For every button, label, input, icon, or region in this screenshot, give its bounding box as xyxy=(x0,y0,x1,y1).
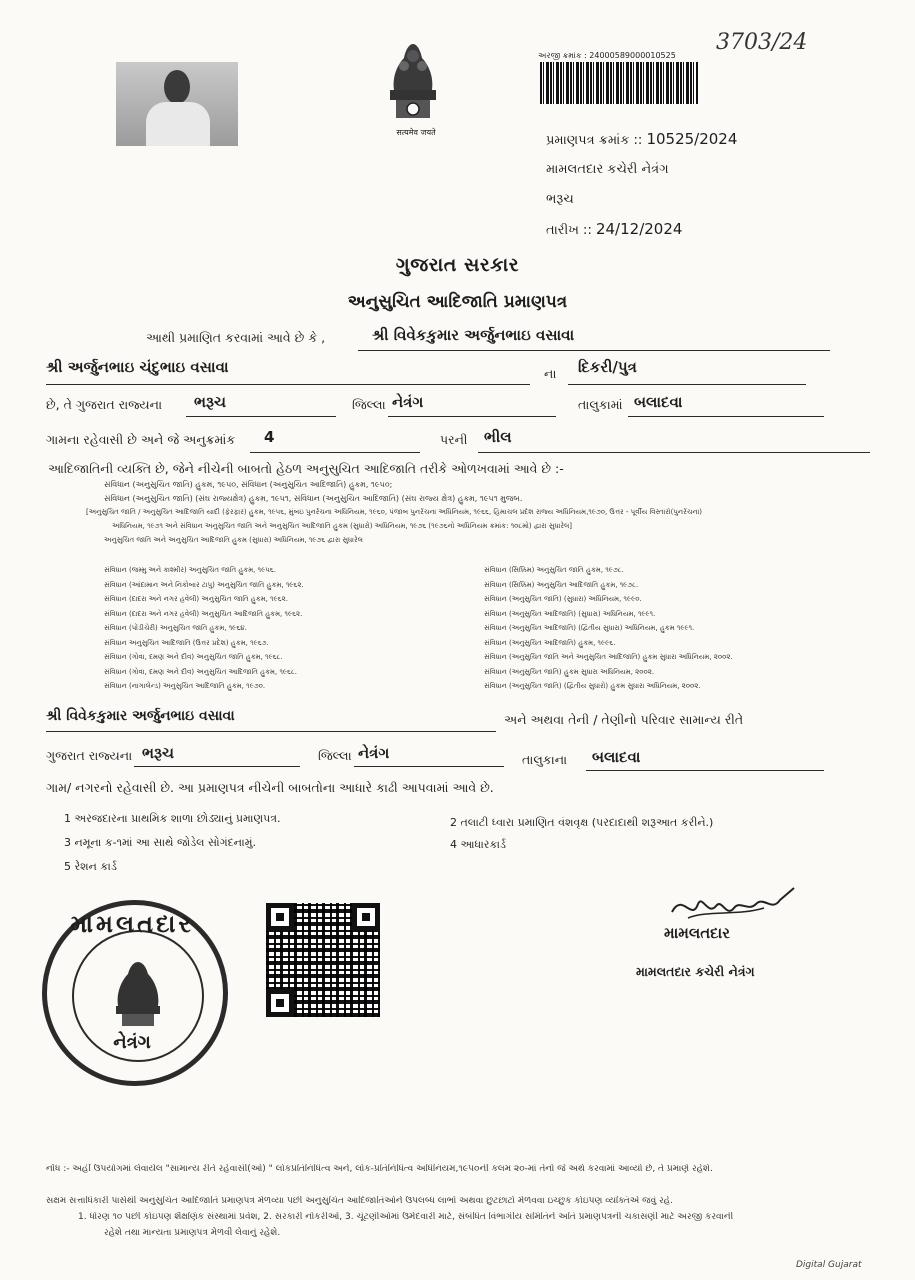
qr-code xyxy=(266,903,380,1017)
issue-date: 24/12/2024 xyxy=(595,220,683,238)
qr-finder xyxy=(266,989,294,1017)
footer-list: 1. ધોરણ ૧૦ પછી કોઇપણ શૈક્ષણિક સંસ્થામાં પ્રવેશ, 2. સરકારી નોકરીઓ, 3. ચૂંટણીઓમાં ઉમેદવારી માટે, સંબંધિત વિભાગીય સમિતિને અતિ પ્રમાણપત્રની ચકાસણી માટે અરજી કરવાની xyxy=(78,1212,734,1222)
orders-right-column xyxy=(484,563,733,694)
order-item: સંવિધાન (ગોવા, દમણ અને દીવ) અનુસુચિત આદિજાતિ હુકમ, ૧૯૬૮. xyxy=(104,667,298,676)
document-item: 1 અરજદારના પ્રાથમિક શાળા છોડ્યાનું પ્રમાણપત્ર. xyxy=(64,812,281,825)
footer-note: નોંધ :- અહીં ઉપયોગમાં લેવાયેલ "સામાન્ય રીતે રહેવાસી(ઓ) " લોકપ્રતિનિધિત્વ અને, લોક-પ્રતિનિધિત્વ અધિનિયમ,૧૯૫૦ની કલમ ૨૦-માં તેનો જે અર્થ કરવામાં આવ્યો છે, તે પ્રમાણે રહેશે. xyxy=(46,1164,713,1174)
issuing-office: મામલતદાર કચેરી નેત્રંગ xyxy=(546,162,669,177)
taluka-2-underline xyxy=(354,766,504,767)
order-line: સંવિધાન (અનુસુચિત જાતિ) (સંઘ રાજ્યક્ષેત્ર) હુકમ, ૧૯૫૧, સંવિધાન (અનુસુચિત આદિજાતિ) (સંઘ રાજ્ય ક્ષેત્ર) હુકમ, ૧૯૫૧ મુજબ. xyxy=(104,494,523,503)
order-item: સંવિધાન (અનુસુચિત જાતિ) (સુધારા) અધિનિયમ, ૧૯૯૦. xyxy=(484,595,642,603)
taluka-label-2: તાલુકાના xyxy=(522,752,568,767)
order-line: અનુસુચિત જાતિ અને અનુસુચિત આદિજાતિ હુકમ (સુધારા) અધિનિયમ, ૧૯૭૬ દ્વારા સુધારેલ xyxy=(104,536,363,544)
order-item: સંવિધાન (અનુસુચિત જાતિ અને અનુસુચિત આદિજાતિ) હુકમ સુધારા અધિનિયમ, ૨૦૦૨. xyxy=(484,653,733,661)
district-value: ભરૂચ xyxy=(194,393,226,411)
emblem-motto: सत्यमेव जयते xyxy=(396,128,436,137)
applicant-name-underline xyxy=(358,350,830,351)
relation-underline xyxy=(568,384,806,385)
order-item: સંવિધાન (દાદરા અને નગર હવેલી) અનુસુચિત જાતિ હુકમ, ૧૯૬૨. xyxy=(104,595,288,603)
village-value: બલાદવા xyxy=(634,393,683,411)
state-2: ગુજરાત રાજ્યના xyxy=(46,748,133,763)
footer-list-continued: રહેશે તથા માન્યતા પ્રમાણપત્ર મેળવી લેવાનું રહેશે. xyxy=(104,1228,281,1238)
application-number: અરજી ક્રમાંક : 24000589000010525 xyxy=(538,51,676,60)
order-item: સંવિધાન અનુસુચિત આદિજાતિ (ઉત્તર પ્રદેશ) હુકમ, ૧૯૬૭. xyxy=(104,638,269,647)
taluka-label: તાલુકામાં xyxy=(578,397,623,412)
order-item: સંવિધાન (દાદરા અને નગર હવેલી) અનુસુચિત આદિજાતિ હુકમ, ૧૯૬૨. xyxy=(104,609,303,618)
village-2-underline xyxy=(586,770,824,771)
father-name-underline xyxy=(46,384,530,385)
certify-text: આથી પ્રમાણિત કરવામાં આવે છે કે , xyxy=(146,330,326,345)
district-underline xyxy=(186,416,336,417)
taluka-underline xyxy=(388,416,556,417)
order-line: અધિનિયમ, ૧૯૭૧ અને સંવિધાન અનુસુચિત જાતિ અને અનુસુચિત આદિજાતિ હુકમ (સુધારો) અધિનિયમ, ૧૯૭૬ (૧૯૭૬નો અધિનિયમ ક્રમાંક: ૧૦૮મો) દ્વારા સુધારેલ] xyxy=(112,522,573,530)
footer-instruction: સક્ષમ સત્તાધિકારી પાસેથી અનુસુચિત આદિજાતિ પ્રમાણપત્ર મેળવ્યા પછી અનુસુચિત આદિજાતિઓને ઉપલબ્ધ લાભો અથવા છુટછાટો મેળવવા ઇચ્છુક કોઇપણ વ્યક્તિએ જવું રહે. xyxy=(46,1196,673,1206)
issuing-district: ભરૂચ xyxy=(546,192,574,207)
document-item: 2 તલાટી ધ્વારા પ્રમાણિત વંશવૃક્ષ (પરદાદાથી શરૂઆત કરીને.) xyxy=(450,816,714,829)
village-underline xyxy=(628,416,824,417)
seal-bottom-text: નેત્રંગ xyxy=(113,1032,151,1053)
district-2-underline xyxy=(134,766,300,767)
district-value-2: ભરૂચ xyxy=(142,744,174,762)
village-value-2: બલાદવા xyxy=(592,748,641,766)
na-label: ના xyxy=(544,366,557,381)
district-label-2: જિલ્લા xyxy=(318,748,352,763)
national-emblem-icon xyxy=(380,36,446,122)
certificate-number-label: પ્રમાણપત્ર ક્રમાંક :: xyxy=(546,133,643,148)
applicant-name: શ્રી વિવેકકુમાર અર્જુનભાઇ વસાવા xyxy=(372,326,575,344)
basis-text: ગામ/ નગરનો રહેવાસી છે. આ પ્રમાણપત્ર નીચેની બાબતોના આધારે કાઢી આપવામાં આવે છે. xyxy=(46,780,494,795)
certificate-number-row xyxy=(546,130,737,148)
signatory-designation: મામલતદાર xyxy=(664,924,730,942)
document-item: 4 આધારકાર્ડ xyxy=(450,838,506,851)
taluka-value-2: નેત્રંગ xyxy=(358,744,390,762)
recognized-text: આદિજાતિની વ્યક્તિ છે, જેને નીચેની બાબતો હેઠળ અનુસુચિત આદિજાતિ તરીકે ઓળખવામાં આવે છે :- xyxy=(48,461,564,476)
order-item: સંવિધાન (નાગાલેન્ડ) અનુસુચિત આદિજાતિ હુકમ, ૧૯૭૦. xyxy=(104,682,266,690)
issue-date-label: તારીખ :: xyxy=(546,223,592,238)
seal-emblem-icon xyxy=(108,958,168,1028)
tribe-underline xyxy=(478,452,870,453)
tribe-label: પરની xyxy=(440,432,468,447)
handwritten-number: 3703/24 xyxy=(716,30,808,55)
order-item: સંવિધાન (પોંડીચેરી) અનુસુચિત જાતિ હુકમ, ૧૯૬૪. xyxy=(104,624,247,632)
document-item: 3 નમૂના ક-૧માં આ સાથે જોડેલ સોગંદનામું. xyxy=(64,836,256,849)
document-item: 5 રેશન કાર્ડ xyxy=(64,860,117,873)
father-name: શ્રી અર્જુનભાઇ ચંદુભાઇ વસાવા xyxy=(46,358,229,376)
orders-left-column xyxy=(104,563,304,694)
order-item: સંવિધાન (અનુસુચિત આદિજાતિ) હુકમ, ૧૯૯૬. xyxy=(484,638,616,647)
order-item: સંવિધાન (અનુસુચિત જાતિ) હુકમ સુધારા અધિનિયમ, ૨૦૦૨. xyxy=(484,667,655,676)
taluka-value: નેત્રંગ xyxy=(392,393,424,411)
qr-finder xyxy=(352,903,380,931)
order-item: સંવિધાન (સિક્કિમ) અનુસુચિત જાતિ હુકમ, ૧૯૭૮. xyxy=(484,566,624,574)
resident-text: ગામના રહેવાસી છે અને જે અનુક્રમાંક xyxy=(46,432,236,447)
applicant-photo xyxy=(116,62,238,146)
order-item: સંવિધાન (અનુસુચિત આદિજાતિ) (સુધારા) અધિનિયમ, ૧૯૯૧. xyxy=(484,609,656,618)
order-item: સંવિધાન (ગોવા, દમણ અને દીવ) અનુસુચિત જાતિ હુકમ, ૧૯૬૮. xyxy=(104,653,283,661)
issue-date-row xyxy=(546,220,682,238)
brand-label: Digital Gujarat xyxy=(796,1260,862,1270)
order-item: સંવિધાન (અનુસુચિત જાતિ) (દ્વિતીય સુધારો) હુકમ સુધારા અધિનિયમ, ૨૦૦૨. xyxy=(484,682,701,690)
order-item: સંવિધાન (સિક્કિમ) અનુસુચિત આદિજાતિ હુકમ, ૧૯૭૮. xyxy=(484,580,639,589)
order-item: સંવિધાન (જમ્મુ અને કાશ્મીર) અનુસુચિત જાતિ હુકમ, ૧૯૫૬. xyxy=(104,566,276,574)
certificate-number: 10525/2024 xyxy=(646,130,738,148)
family-text: અને અથવા તેની / તેણીનો પરિવાર સામાન્ય રીતે xyxy=(504,712,744,727)
serial-number: 4 xyxy=(264,428,275,446)
order-item: સંવિધાન (આંદામાન અને નિકોબાર ટાપુ) અનુસુચિત જાતિ હુકમ, ૧૯૬૨. xyxy=(104,580,304,589)
tribe-value: ભીલ xyxy=(484,428,512,446)
barcode xyxy=(540,62,698,104)
qr-finder xyxy=(266,903,294,931)
signatory-office: મામલતદાર કચેરી નેત્રંગ xyxy=(636,964,755,979)
seal-top-text: મામલતદાર xyxy=(70,910,194,938)
serial-underline xyxy=(250,452,420,453)
relation: દિકરી/પુત્ર xyxy=(578,358,637,376)
order-line: [અનુસુચિત જાતિ / અનુસુચિત આદિજાતિ યાદી (ફેરફાર) હુકમ, ૧૯૫૬, મુંબઇ પુનર્રચના અધિનિયમ, ૧૯૬૦, પંજાબ પુનર્રચના અધિનિયમ, ૧૯૬૬, હિમાચલ પ્રદેશ રાજ્ય અધિનિયમ,૧૯૭૦, ઉત્તર - પૂર્વીય વિસ્તારો(પુનર્રચના) xyxy=(86,508,703,516)
district-label: જિલ્લા xyxy=(352,397,386,412)
order-item: સંવિધાન (અનુસુચિત આદિજાતિ) (દ્વિતીય સુધારા) અધિનિયમ, હુકમ ૧૯૯૧. xyxy=(484,624,695,632)
state-prefix: છે, તે ગુજરાત રાજ્યના xyxy=(46,397,163,412)
certificate-title: અનુસુચિત આદિજાતિ પ્રમાણપત્ર xyxy=(347,292,568,312)
applicant-name-2: શ્રી વિવેકકુમાર અર્જુનભાઇ વસાવા xyxy=(46,708,235,724)
order-line: સંવિધાન (અનુસુચિત જાતિ) હુકમ, ૧૯૫૦, સંવિધાન (અનુસુચિત આદિજાતિ) હુકમ, ૧૯૫૦; xyxy=(104,480,393,489)
government-title: ગુજરાત સરકાર xyxy=(395,254,520,276)
applicant-name-2-underline xyxy=(46,731,496,732)
